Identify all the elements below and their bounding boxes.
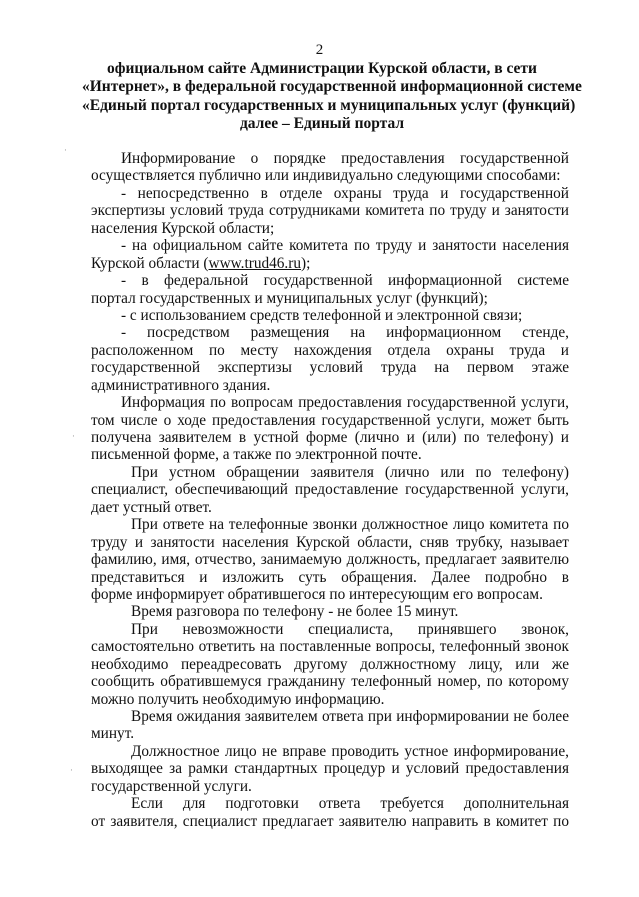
text-line: представиться и изложить суть обращения. Далее подробно в — [91, 568, 569, 586]
page-number: 2 — [315, 42, 324, 58]
text-line: - непосредственно в отделе охраны труда и государственной — [121, 184, 569, 202]
heading-line: далее – Единый портал — [239, 114, 405, 132]
text-line: государственной экспертизы условий труда на первом этаже — [91, 359, 569, 377]
text-line: - в федеральной государственной информационной системе — [121, 272, 569, 290]
text-line: сообщить обратившемуся гражданину телефонный номер, по которому — [91, 673, 569, 691]
text-line: Время ожидания заявителем ответа при информировании не более — [131, 708, 569, 725]
text-line: получена заявителем в устной форме (лично и (или) по телефону) и — [91, 429, 569, 446]
text-line: том числе о ходе предоставления государственной услуги, может быть — [91, 411, 569, 429]
text-line: необходимо переадресовать другому должностному лицу, или же — [91, 655, 569, 673]
text-line: Должностное лицо не вправе проводить устное информирование, — [131, 742, 569, 760]
text-line: экспертизы условий труда сотрудниками комитета по труду и занятости — [91, 202, 569, 220]
text-line: населения Курской области; — [91, 219, 275, 237]
text-line: минут. — [91, 725, 135, 743]
text-line: портал государственных и муниципальных услуг (функций); — [91, 289, 488, 307]
text-line: дает устный ответ. — [91, 498, 212, 516]
text-line: Время разговора по телефону - не более 15 минут. — [131, 603, 459, 621]
text-line: - с использованием средств телефонной и электронной связи; — [121, 306, 523, 324]
text-line: самостоятельно ответить на поставленные вопросы, телефонный звонок — [91, 638, 569, 656]
scan-mark: · — [72, 432, 75, 442]
text-line: фамилию, имя, отчество, занимаемую должность, предлагает заявителю — [91, 551, 569, 569]
body-text — [91, 150, 569, 830]
text-line: Информация по вопросам предоставления государственной услуги, — [121, 394, 569, 412]
text-line: письменной форме, а также по электронной почте. — [91, 446, 422, 464]
text-line: расположенном по месту нахождения отдела охраны труда и — [91, 341, 569, 359]
text-line: осуществляется публично или индивидуально следующими способами: — [91, 167, 561, 185]
text-line: административного здания. — [91, 376, 271, 394]
text-line: Информирование о порядке предоставления государственной — [121, 150, 569, 167]
heading-line: официальном сайте Администрации Курской области, в сети — [107, 60, 537, 77]
text-line: Курской области (www.trud46.ru); — [91, 254, 311, 272]
text-line: - посредством размещения на информационном стенде, — [121, 324, 569, 342]
heading-line: «Единый портал государственных и муниципальных услуг (функций) — [82, 96, 576, 114]
text-line: При устном обращении заявителя (лично или по телефону) — [131, 463, 569, 481]
text-line: от заявителя, специалист предлагает заявителю направить в комитет по — [91, 812, 569, 830]
text-line: можно получить необходимую информацию. — [91, 690, 385, 708]
text-line: государственной услуги. — [91, 777, 252, 795]
heading-line: «Интернет», в федеральной государственной информационной системе — [82, 78, 582, 96]
website-link[interactable]: www.trud46.ru — [208, 254, 301, 272]
text-line: специалист, обеспечивающий предоставление государственной услуги, — [91, 481, 569, 499]
scan-mark: · — [64, 146, 67, 156]
text-line: выходящее за рамки стандартных процедур и условий предоставления — [91, 760, 569, 778]
text-line: Если для подготовки ответа требуется дополнительная — [131, 795, 569, 813]
text-line: - на официальном сайте комитета по труду и занятости населения — [121, 237, 569, 255]
text-line: При ответе на телефонные звонки должностное лицо комитета по — [131, 516, 569, 534]
text-line: При невозможности специалиста, принявшего звонок, — [131, 620, 569, 638]
scan-mark: · — [70, 766, 73, 776]
text-line: форме информирует обратившегося по интересующим его вопросам. — [91, 585, 543, 603]
section-heading — [82, 60, 582, 133]
text-line: труду и занятости населения Курской области, сняв трубку, называет — [91, 533, 569, 551]
